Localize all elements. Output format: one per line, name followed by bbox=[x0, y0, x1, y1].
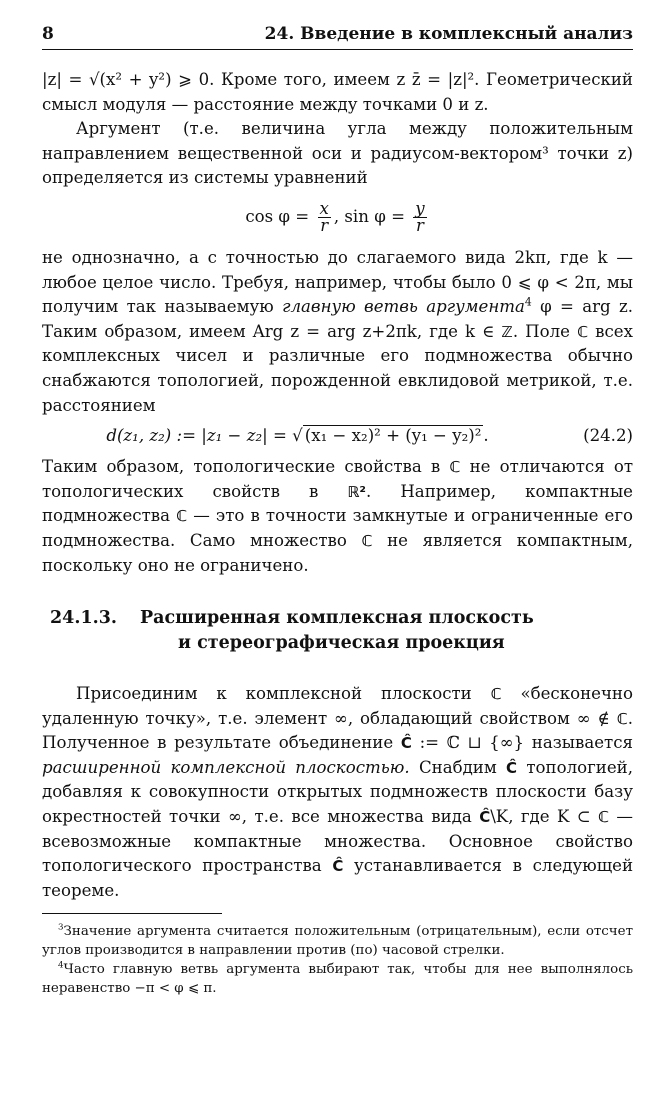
emphasis-main-branch: главную ветвь аргумента bbox=[282, 297, 525, 317]
equation-24-2 bbox=[42, 426, 633, 445]
complex-symbol: ℂ bbox=[598, 808, 610, 827]
footnote-4-text: Часто главную ветвь аргумента выбирают так, чтобы для нее выполнялось неравенство −π < φ ⩽ π. bbox=[42, 962, 633, 997]
display-cos-sin bbox=[42, 198, 633, 235]
page-body bbox=[42, 68, 633, 998]
text-span: φ = arg z. Таким образом, имеем Arg z = arg z+2πk, где k ∈ bbox=[42, 297, 634, 341]
extended-complex-symbol: Ĉ bbox=[332, 857, 344, 876]
section-heading bbox=[42, 606, 633, 656]
footnote-4 bbox=[42, 960, 633, 998]
text-span: не является компактным, поскольку оно не ограничено. bbox=[42, 530, 633, 575]
cos-lhs: cos φ = bbox=[245, 206, 310, 226]
equation-body: d(z₁, z₂) := |z₁ − z₂| = √ (x₁ − x₂)² + (y₁ − y₂)² . bbox=[106, 426, 489, 446]
section-number: 24.1.3. bbox=[50, 608, 117, 629]
real-plane-symbol: ℝ² bbox=[347, 482, 366, 501]
running-title: 24. Введение в комплексный анализ bbox=[264, 24, 633, 44]
complex-symbol: ℂ bbox=[361, 531, 373, 550]
text-span: не однозначно, а с точностью до слагаемого вида 2kπ, где k — любое целое число. Требуя, например, чтобы было 0 ⩽ φ < 2π, мы получим так называемую bbox=[42, 247, 633, 317]
complex-symbol: ℂ bbox=[577, 322, 589, 341]
footnote-mark-4: 4 bbox=[524, 295, 532, 309]
text-span: не отличаются от топологических свойств в bbox=[42, 457, 634, 501]
text-span: , где K ⊂ bbox=[508, 807, 591, 827]
fraction-denominator: r bbox=[416, 215, 424, 235]
paragraph-topology bbox=[42, 455, 633, 578]
emphasis-extended-plane: расширенной комплексной плоскостью. bbox=[42, 757, 410, 777]
paragraph-modulus bbox=[42, 68, 633, 117]
sin-lhs: , sin φ = bbox=[333, 206, 405, 226]
text-span: \K bbox=[490, 807, 509, 827]
text-span: . Поле bbox=[512, 321, 570, 341]
equation-radicand: (x₁ − x₂)² + (y₁ − y₂)² bbox=[304, 426, 482, 446]
fraction-x-over-r bbox=[318, 198, 331, 235]
text-span: — всевозможные компактные множества. Основное свойство топологического пространства bbox=[42, 807, 633, 876]
footnote-rule bbox=[42, 913, 222, 914]
extended-complex-symbol: Ĉ bbox=[479, 808, 491, 827]
footnote-3-text: Значение аргумента считается положительным (отрицательным), если отсчет углов производится в направлении против (по) часовой стрелки. bbox=[42, 924, 633, 959]
paragraph-extended-plane bbox=[42, 682, 633, 903]
text-span: := ℂ ⊔ {∞} bbox=[419, 733, 525, 753]
text-span: — это в точности замкнутые и ограниченные его подмножества. Само множество bbox=[42, 506, 634, 550]
footnote-3 bbox=[42, 922, 633, 960]
page-number: 8 bbox=[42, 24, 54, 44]
paragraph-argument bbox=[42, 117, 633, 191]
modulus-formula: |z| = √(x² + y²) ⩾ 0. bbox=[42, 70, 215, 89]
argument-text: Аргумент (т.е. величина угла между положительным направлением вещественной оси и радиусом-вектором³ точки z) определяется из системы уравнений bbox=[42, 119, 633, 188]
integers-symbol: ℤ bbox=[501, 322, 513, 341]
extended-complex-symbol: Ĉ bbox=[400, 734, 412, 753]
text-span: Снабдим bbox=[418, 757, 497, 777]
complex-symbol: ℂ bbox=[616, 709, 628, 728]
fraction-numerator: x bbox=[319, 198, 329, 218]
running-head bbox=[42, 24, 633, 50]
complex-symbol: ℂ bbox=[490, 685, 502, 704]
extended-complex-symbol: Ĉ bbox=[506, 758, 518, 777]
paragraph-branch bbox=[42, 246, 633, 418]
text-span: всех комплексных чисел и различные его подмножества обычно снабжаются топологией, порожденной евклидовой метрикой, т.е. расстоянием bbox=[42, 321, 633, 415]
equation-lhs: d(z₁, z₂) := |z₁ − z₂| = bbox=[106, 426, 287, 446]
text-span: . Например, компактные подмножества bbox=[42, 481, 633, 526]
footnote-3-mark: 3 bbox=[58, 922, 64, 933]
text-span: Присоединим к комплексной плоскости bbox=[76, 684, 472, 704]
fraction-numerator: y bbox=[415, 198, 425, 218]
text-span: называется bbox=[531, 733, 633, 753]
section-title-line1: Расширенная комплексная плоскость bbox=[140, 608, 534, 629]
footnote-4-mark: 4 bbox=[58, 960, 64, 971]
section-title-line2: и стереографическая проекция bbox=[178, 633, 505, 654]
text-span: «бесконечно удаленную точку», т.е. элемент ∞, обладающий свойством ∞ ∉ bbox=[42, 684, 633, 728]
modulus-text: Кроме того, имеем z z̄ = |z|². Геометрический смысл модуля — расстояние между точками 0 и z. bbox=[42, 70, 633, 114]
equation-number: (24.2) bbox=[583, 426, 633, 446]
complex-symbol: ℂ bbox=[449, 458, 461, 477]
text-span: . Полученное в результате объединение bbox=[42, 708, 633, 753]
fraction-denominator: r bbox=[320, 215, 329, 235]
fraction-y-over-r bbox=[413, 198, 426, 235]
text-span: топологией, добавляя к совокупности открытых подмножеств плоскости базу окрестностей точки ∞, т.е. все множества вида bbox=[42, 757, 634, 827]
text-span: устанавливается в следующей теореме. bbox=[42, 856, 634, 900]
complex-symbol: ℂ bbox=[176, 507, 188, 526]
text-span: Таким образом, топологические свойства в bbox=[42, 457, 441, 477]
